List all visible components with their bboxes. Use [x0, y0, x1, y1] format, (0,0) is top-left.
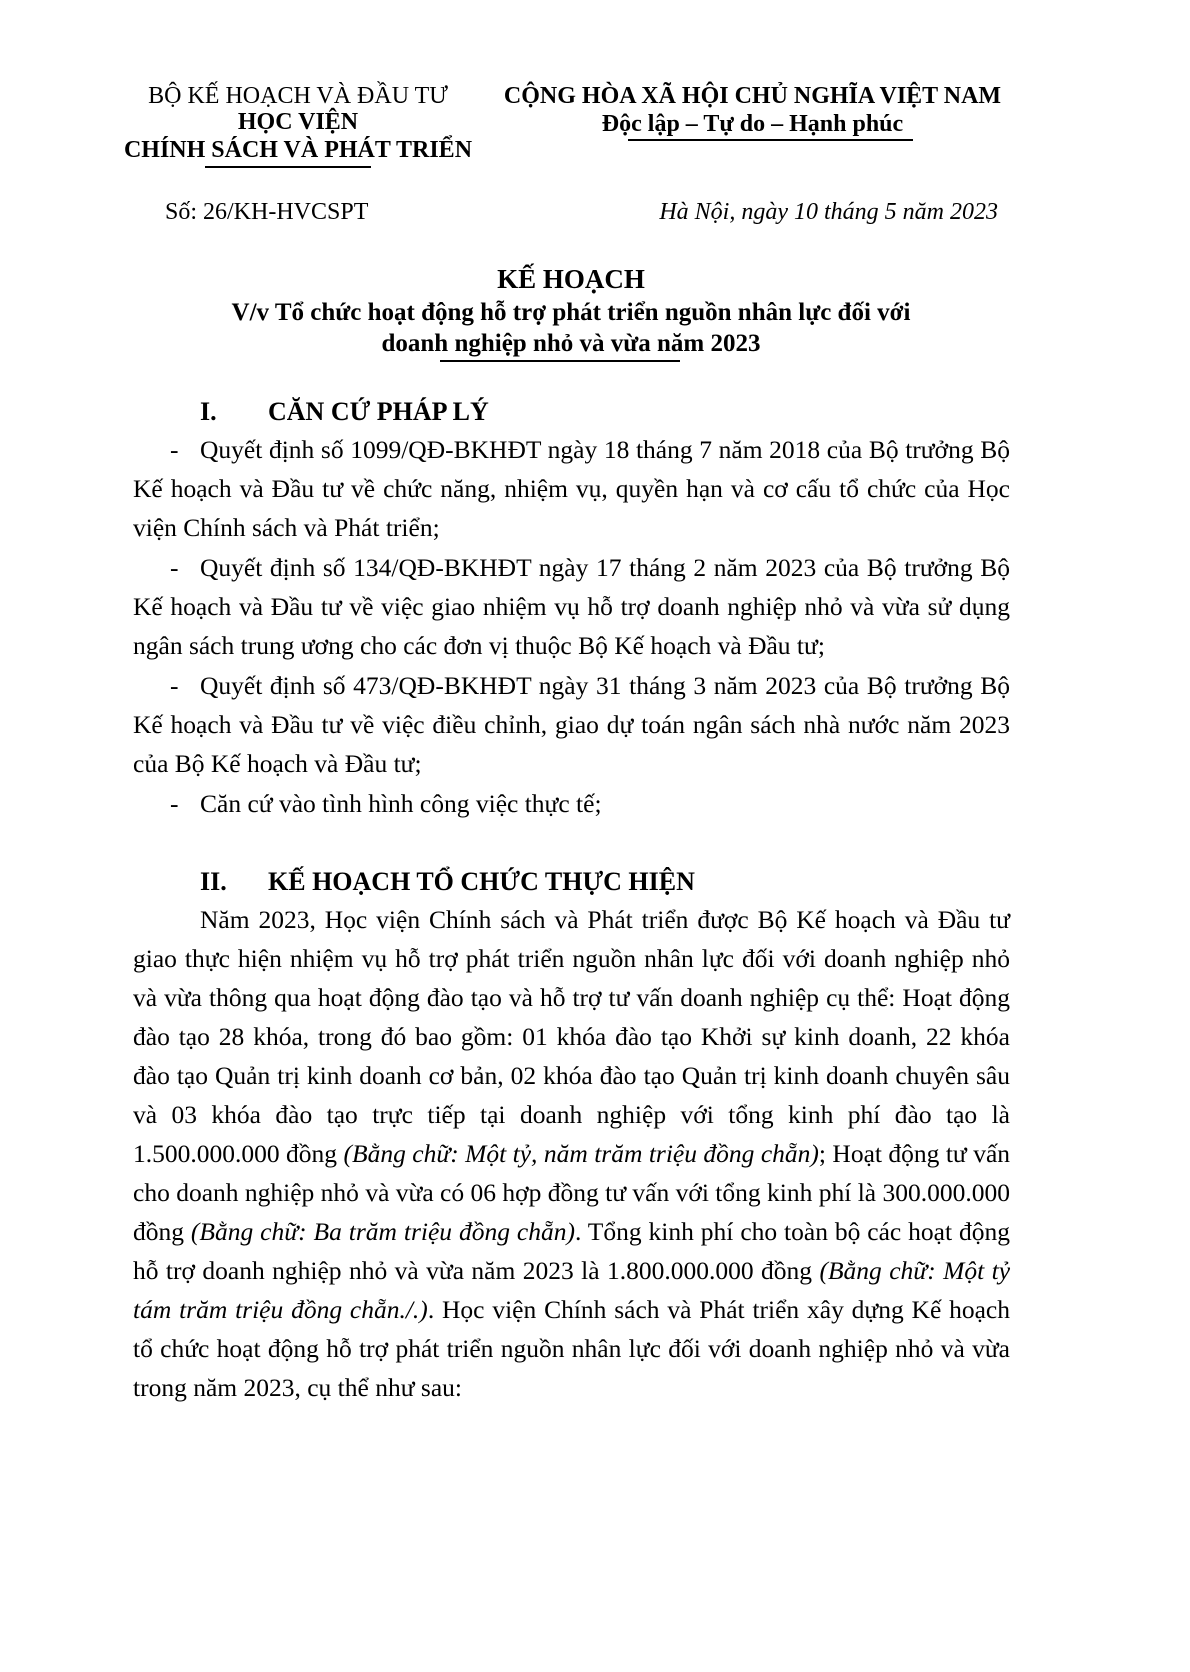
- list-item: - Quyết định số 1099/QĐ-BKHĐT ngày 18 tháng 7 năm 2018 của Bộ trưởng Bộ Kế hoạch và Đầu tư về chức năng, nhiệm vụ, quyền hạn và cơ cấu tổ chức của Học viện Chính sách và Phát triển;: [133, 435, 1010, 542]
- document-subtitle-line2: doanh nghiệp nhỏ và vừa năm 2023: [381, 330, 761, 357]
- section-legal-basis: [133, 394, 1010, 824]
- section-implementation: [133, 864, 1010, 1407]
- paragraph-text: . Tổng kinh phí cho toàn bộ các hoạt động hỗ trợ doanh nghiệp nhỏ và vừa năm 2023 là 1.800.000.000 đồng: [133, 1217, 1010, 1285]
- document-number: Số: 26/KH-HVCSPT: [165, 199, 369, 225]
- section-title: KẾ HOẠCH TỔ CHỨC THỰC HIỆN: [268, 867, 695, 896]
- paragraph-text: . Học viện Chính sách và Phát triển xây dựng Kế hoạch tổ chức hoạt động hỗ trợ phát triển nguồn nhân lực đối với doanh nghiệp nhỏ và vừa trong năm 2023, cụ thể như sau:: [133, 1295, 1010, 1402]
- country-name: CỘNG HÒA XÃ HỘI CHỦ NGHĨA VIỆT NAM: [503, 83, 1002, 109]
- section-title: CĂN CỨ PHÁP LÝ: [268, 397, 489, 426]
- list-item: - Quyết định số 473/QĐ-BKHĐT ngày 31 tháng 3 năm 2023 của Bộ trưởng Bộ Kế hoạch và Đầu tư về việc điều chỉnh, giao dự toán ngân sách nhà nước năm 2023 của Bộ Kế hoạch và Đầu tư;: [133, 671, 1010, 778]
- paragraph-text: ; Hoạt động tư vấn cho doanh nghiệp nhỏ và vừa có 06 hợp đồng tư vấn với tổng kinh phí là 300.000.000 đồng: [133, 1139, 1011, 1246]
- list-item-text: Quyết định số 134/QĐ-BKHĐT ngày 17 tháng 2 năm 2023 của Bộ trưởng Bộ Kế hoạch và Đầu tư về việc giao nhiệm vụ hỗ trợ doanh nghiệp nhỏ và vừa sử dụng ngân sách trung ương cho các đơn vị thuộc Bộ Kế hoạch và Đầu tư;: [133, 553, 1010, 660]
- paragraph-text: Năm 2023, Học viện Chính sách và Phát triển được Bộ Kế hoạch và Đầu tư giao thực hiện nhiệm vụ hỗ trợ phát triển nguồn nhân lực đối với doanh nghiệp nhỏ và vừa thông qua hoạt động đào tạo và hỗ trợ tư vấn doanh nghiệp cụ thể: Hoạt động đào tạo 28 khóa, trong đó bao gồm: 01 khóa đào tạo Khởi sự kinh doanh, 22 khóa đào tạo Quản trị kinh doanh cơ bản, 02 khóa đào tạo Quản trị kinh doanh chuyên sâu và 03 khóa đào tạo trực tiếp tại doanh nghiệp với tổng kinh phí đào tạo là 1.500.000.000 đồng: [133, 905, 1010, 1168]
- section-number: II.: [200, 867, 227, 896]
- list-item-text: Quyết định số 1099/QĐ-BKHĐT ngày 18 tháng 7 năm 2018 của Bộ trưởng Bộ Kế hoạch và Đầu tư về chức năng, nhiệm vụ, quyền hạn và cơ cấu tổ chức của Học viện Chính sách và Phát triển;: [133, 435, 1010, 542]
- motto-rule: [628, 139, 913, 141]
- document-title: KẾ HOẠCH: [497, 264, 645, 294]
- section-heading: [133, 864, 1010, 900]
- ministry-name: BỘ KẾ HOẠCH VÀ ĐẦU TƯ: [148, 83, 448, 109]
- section-number: I.: [200, 397, 217, 426]
- title-rule: [440, 360, 680, 362]
- body-paragraph: [133, 900, 1010, 1407]
- institute-name-line2: CHÍNH SÁCH VÀ PHÁT TRIỂN: [123, 137, 473, 163]
- section-heading: [133, 394, 1010, 430]
- list-item-text: Quyết định số 473/QĐ-BKHĐT ngày 31 tháng 3 năm 2023 của Bộ trưởng Bộ Kế hoạch và Đầu tư về việc điều chỉnh, giao dự toán ngân sách nhà nước năm 2023 của Bộ Kế hoạch và Đầu tư;: [133, 671, 1010, 778]
- list-item-text: Căn cứ vào tình hình công việc thực tế;: [200, 789, 602, 818]
- amount-in-words: (Bằng chữ: Một tỷ, năm trăm triệu đồng chẵn): [343, 1139, 819, 1168]
- list-item: - Quyết định số 134/QĐ-BKHĐT ngày 17 tháng 2 năm 2023 của Bộ trưởng Bộ Kế hoạch và Đầu tư về việc giao nhiệm vụ hỗ trợ doanh nghiệp nhỏ và vừa sử dụng ngân sách trung ương cho các đơn vị thuộc Bộ Kế hoạch và Đầu tư;: [133, 553, 1010, 660]
- motto: Độc lập – Tự do – Hạnh phúc: [601, 111, 904, 137]
- list-item: - Căn cứ vào tình hình công việc thực tế;: [170, 789, 602, 818]
- institute-name-line1: HỌC VIỆN: [237, 109, 359, 135]
- amount-in-words: (Bằng chữ: Một tỷ tám trăm triệu đồng chẵn./.): [133, 1256, 1011, 1324]
- amount-in-words: (Bằng chữ: Ba trăm triệu đồng chẵn): [190, 1217, 575, 1246]
- document-subtitle-line1: V/v Tổ chức hoạt động hỗ trợ phát triển nguồn nhân lực đối với: [231, 299, 911, 326]
- place-date: Hà Nội, ngày 10 tháng 5 năm 2023: [659, 199, 998, 225]
- header-left-rule: [205, 166, 371, 168]
